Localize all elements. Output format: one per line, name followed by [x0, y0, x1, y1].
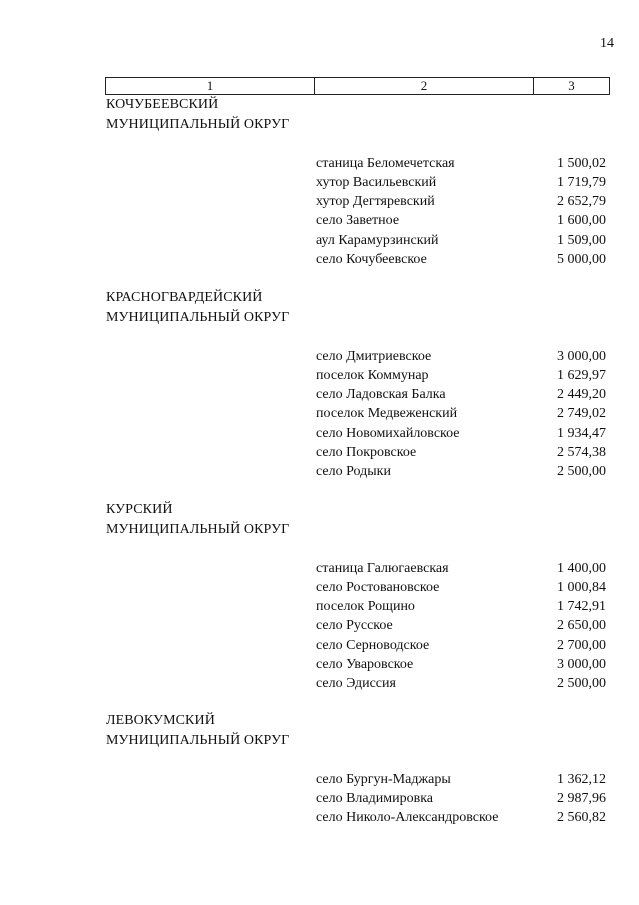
column-header-table	[105, 77, 610, 95]
column-header-3: 3	[534, 78, 610, 95]
settlement-name: село Ростовановское	[316, 580, 440, 595]
settlement-value: 3 000,00	[557, 657, 606, 672]
district-heading	[106, 288, 289, 328]
table-row	[316, 559, 606, 578]
table-row	[316, 636, 606, 655]
settlement-name: село Владимировка	[316, 791, 434, 806]
table-row	[316, 770, 606, 789]
table-row	[316, 655, 606, 674]
settlement-name: станица Беломечетская	[316, 156, 455, 171]
settlement-value: 2 500,00	[557, 464, 606, 479]
settlement-name: аул Карамурзинский	[316, 233, 439, 248]
settlement-name: село Бургун-Маджары	[316, 772, 451, 787]
settlement-name: поселок Медвеженский	[316, 406, 458, 421]
district-name: КРАСНОГВАРДЕЙСКИЙ	[106, 290, 263, 305]
table-row	[316, 616, 606, 635]
table-row	[316, 674, 606, 693]
settlement-value: 1 362,12	[557, 772, 606, 787]
table-row	[316, 173, 606, 192]
district-heading	[106, 711, 289, 751]
table-row	[316, 462, 606, 481]
settlement-value: 2 500,00	[557, 676, 606, 691]
settlement-name: село Заветное	[316, 213, 400, 228]
settlement-name: село Уваровское	[316, 657, 414, 672]
table-row	[316, 366, 606, 385]
settlement-value: 2 700,00	[557, 638, 606, 653]
settlement-name: станица Галюгаевская	[316, 561, 449, 576]
settlement-name: хутор Дегтяревский	[316, 194, 435, 209]
settlement-name: хутор Васильевский	[316, 175, 437, 190]
column-header-row	[106, 78, 610, 95]
table-row	[316, 250, 606, 269]
settlement-name: село Эдиссия	[316, 676, 396, 691]
district-type: МУНИЦИПАЛЬНЫЙ ОКРУГ	[106, 522, 290, 537]
table-row	[316, 424, 606, 443]
settlement-value: 1 600,00	[557, 213, 606, 228]
settlement-name: село Дмитриевское	[316, 349, 432, 364]
settlement-value: 3 000,00	[557, 349, 606, 364]
settlement-value: 2 652,79	[557, 194, 606, 209]
settlement-value: 2 574,38	[557, 445, 606, 460]
settlement-name: село Серноводское	[316, 638, 430, 653]
table-row	[316, 192, 606, 211]
settlement-name: село Ладовская Балка	[316, 387, 446, 402]
district-type: МУНИЦИПАЛЬНЫЙ ОКРУГ	[106, 310, 290, 325]
settlement-value: 2 449,20	[557, 387, 606, 402]
district-name: ЛЕВОКУМСКИЙ	[106, 713, 215, 728]
settlement-name: село Николо-Александровское	[316, 810, 499, 825]
table-row	[316, 578, 606, 597]
district-type: МУНИЦИПАЛЬНЫЙ ОКРУГ	[106, 117, 290, 132]
settlement-value: 1 400,00	[557, 561, 606, 576]
settlement-value: 1 742,91	[557, 599, 606, 614]
page-number: 14	[600, 36, 614, 51]
settlement-name: село Кочубеевское	[316, 252, 427, 267]
table-row	[316, 789, 606, 808]
district-name: КУРСКИЙ	[106, 502, 173, 517]
district-name: КОЧУБЕЕВСКИЙ	[106, 97, 219, 112]
settlement-value: 1 509,00	[557, 233, 606, 248]
settlement-value: 1 000,84	[557, 580, 606, 595]
table-row	[316, 347, 606, 366]
table-row	[316, 808, 606, 827]
column-header-2: 2	[315, 78, 534, 95]
table-row	[316, 404, 606, 423]
district-heading	[106, 95, 289, 135]
settlement-name: село Русское	[316, 618, 393, 633]
settlement-value: 2 987,96	[557, 791, 606, 806]
settlement-value: 2 650,00	[557, 618, 606, 633]
settlement-name: село Родыки	[316, 464, 391, 479]
table-row	[316, 443, 606, 462]
settlement-value: 1 934,47	[557, 426, 606, 441]
table-row	[316, 597, 606, 616]
table-row	[316, 231, 606, 250]
settlement-name: поселок Коммунар	[316, 368, 429, 383]
settlement-name: поселок Рощино	[316, 599, 415, 614]
table-row	[316, 154, 606, 173]
settlement-name: село Новомихайловское	[316, 426, 460, 441]
settlement-value: 1 629,97	[557, 368, 606, 383]
settlement-value: 5 000,00	[557, 252, 606, 267]
table-row	[316, 211, 606, 230]
settlement-value: 1 719,79	[557, 175, 606, 190]
settlement-value: 2 560,82	[557, 810, 606, 825]
district-heading	[106, 500, 289, 540]
column-header-1: 1	[106, 78, 315, 95]
table-row	[316, 385, 606, 404]
district-type: МУНИЦИПАЛЬНЫЙ ОКРУГ	[106, 733, 290, 748]
settlement-value: 2 749,02	[557, 406, 606, 421]
settlement-value: 1 500,02	[557, 156, 606, 171]
settlement-name: село Покровское	[316, 445, 417, 460]
